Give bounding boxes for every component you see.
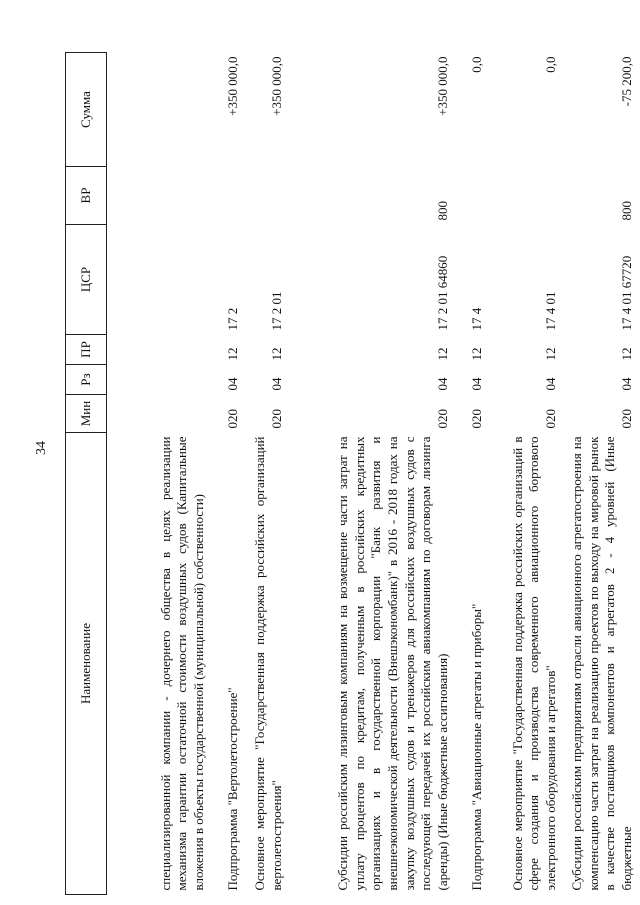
rotated-page [0,45,640,905]
row-csr [107,225,213,335]
row-name: Подпрограмма "Вертолетостроение" [224,687,240,891]
table-row [247,53,291,895]
row-sum: -75 200,0 [618,56,634,107]
row-name: Субсидии российским лизинговым компаниям на возмещение части затрат на уплату процентов по кредитам, полученным в российских кредитных организациях и в государственной корпорации "Банк развития и внешнеэкономической деятельности (Внешэкономбанк)" в 2016 - 2018 годах на закупку воздушных судов и тренажеров для российских воздушных судов с последующей передачей их российским авиакомпаниям по договорам лизинга (аренды) (Иные бюджетные ассигнования) [335,436,450,891]
header-pr: ПР [66,335,107,365]
row-min [107,395,213,433]
row-rz: 04 [618,377,634,391]
row-min: 020 [542,409,558,429]
row-sum: +350 000,0 [224,56,240,116]
row-pr: 12 [224,347,240,361]
row-sum [107,53,213,167]
row-name: Подпрограмма "Авиационные агрегаты и приборы" [468,603,484,891]
header-min: Мин [66,395,107,433]
row-vr [457,167,491,225]
row-rz [107,365,213,395]
table-row [107,53,213,895]
row-name: специализированной компании - дочернего общества в целях реализации механизма гарантии остаточной стоимости воздушных судов (Капитальные вложения в объекты государственной (муниципальной) собственности) [157,436,206,891]
row-min: 020 [468,409,484,429]
row-csr: 17 4 01 [542,291,558,331]
table-row [565,53,640,895]
table-header-row [66,53,107,895]
row-pr [107,335,213,365]
row-vr: 800 [434,201,450,221]
row-min: 020 [618,409,634,429]
table-row [291,53,457,895]
row-pr: 12 [434,347,450,361]
row-min: 020 [434,409,450,429]
row-vr [213,167,247,225]
table-row [457,53,491,895]
row-rz: 04 [542,377,558,391]
row-min: 020 [224,409,240,429]
header-name: Наименование [66,433,107,895]
row-sum: 0,0 [542,56,558,73]
row-csr: 17 2 01 [268,291,284,331]
row-pr: 12 [542,347,558,361]
row-rz: 04 [468,377,484,391]
header-sum: Сумма [66,53,107,167]
row-name: Субсидии российским предприятиям отрасли авиационного агрегатостроения на компенсацию части затрат на реализацию проектов по выходу на мировой рынок в качестве поставщиков компонентов и агрегатов 2 - 4 уровней (Иные бюджетные [569,436,634,891]
row-sum: 0,0 [468,56,484,73]
row-rz: 04 [268,377,284,391]
table-row [491,53,565,895]
row-pr: 12 [618,347,634,361]
row-rz: 04 [224,377,240,391]
row-sum: +350 000,0 [268,56,284,116]
row-name: Основное мероприятие "Государственная поддержка российских организаций в сфере создания и производства современного авиационного бортового электронного оборудования и агрегатов" [509,436,558,891]
row-name: Основное мероприятие "Государственная поддержка российских организаций вертолетостроения" [252,436,284,891]
row-min: 020 [268,409,284,429]
row-csr: 17 2 01 64860 [434,255,450,331]
row-vr: 800 [618,201,634,221]
header-vr: ВР [66,167,107,225]
row-csr: 17 2 [224,307,240,331]
page-number: 34 [34,441,49,455]
row-csr: 17 4 [468,307,484,331]
row-pr: 12 [268,347,284,361]
header-csr: ЦСР [66,225,107,335]
row-pr: 12 [468,347,484,361]
row-vr [107,167,213,225]
row-vr [491,167,565,225]
table-row [213,53,247,895]
row-csr: 17 4 01 67720 [618,255,634,331]
row-vr [247,167,291,225]
row-sum: +350 000,0 [434,56,450,116]
header-rz: Рз [66,365,107,395]
budget-table [65,52,640,895]
row-rz: 04 [434,377,450,391]
